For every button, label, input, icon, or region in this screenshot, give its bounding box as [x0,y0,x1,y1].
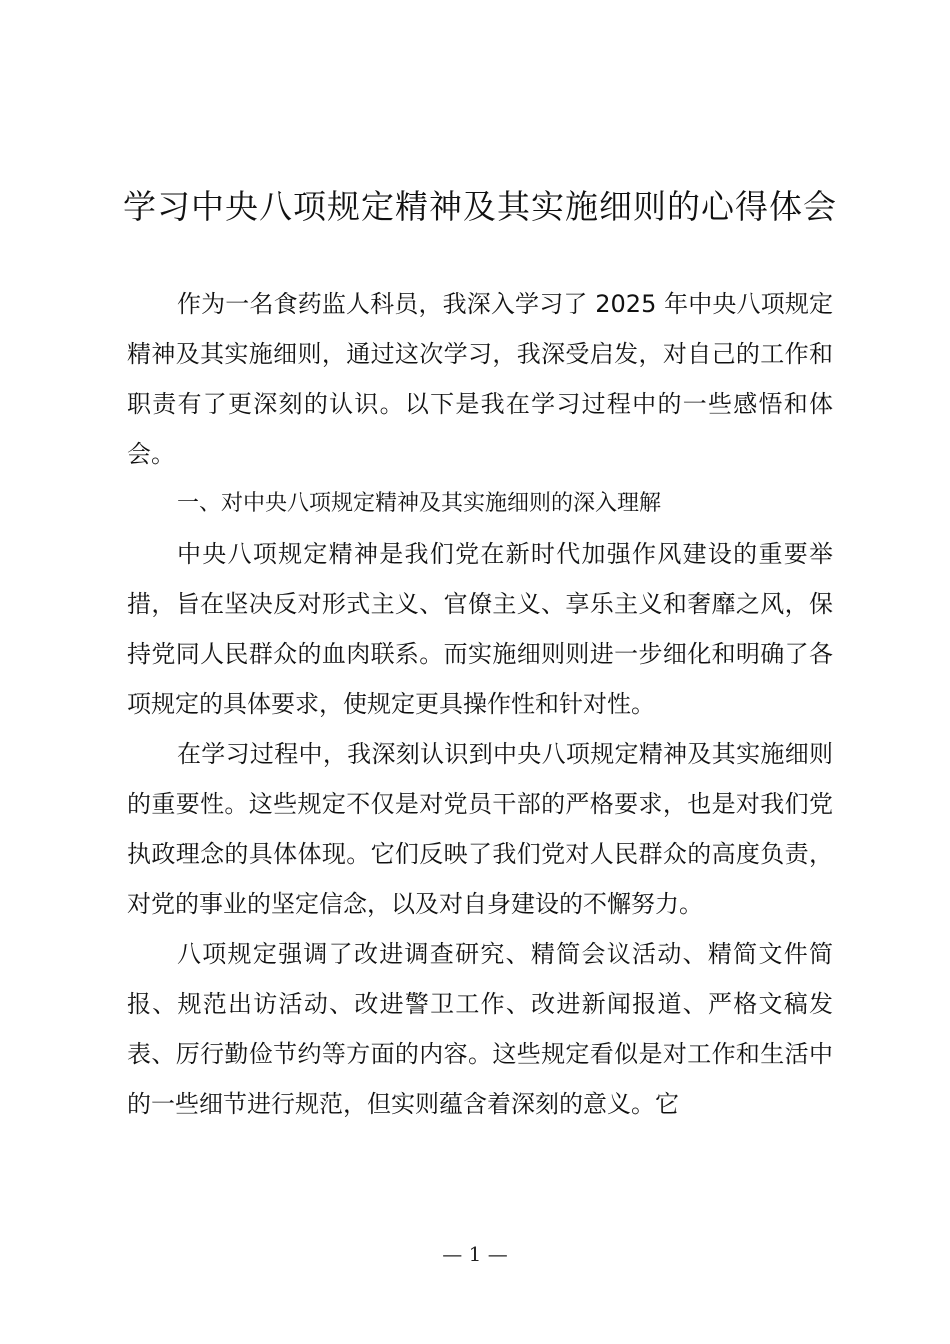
paragraph-intro: 作为一名食药监人科员，我深入学习了 2025 年中央八项规定精神及其实施细则，通过这次学习，我深受启发，对自己的工作和职责有了更深刻的认识。以下是我在学习过程中的一些感悟和体会。 [127,290,833,468]
section-heading-1: 一、对中央八项规定精神及其实施细则的深入理解 [177,491,662,516]
page-number: — 1 — [442,1242,508,1266]
paragraph-importance: 在学习过程中，我深刻认识到中央八项规定精神及其实施细则的重要性。这些规定不仅是对党员干部的严格要求，也是对我们党执政理念的具体体现。它们反映了我们党对人民群众的高度负责，对党的事业的坚定信念，以及对自身建设的不懈努力。 [127,740,833,918]
document-body [127,279,833,1129]
paragraph-eight-rules: 八项规定强调了改进调查研究、精简会议活动、精简文件简报、规范出访活动、改进警卫工作、改进新闻报道、严格文稿发表、厉行勤俭节约等方面的内容。这些规定看似是对工作和生活中的一些细节进行规范，但实则蕴含着深刻的意义。它 [127,940,833,1118]
document-title: 学习中央八项规定精神及其实施细则的心得体会 [123,187,837,226]
paragraph-understanding: 中央八项规定精神是我们党在新时代加强作风建设的重要举措，旨在坚决反对形式主义、官僚主义、享乐主义和奢靡之风，保持党同人民群众的血肉联系。而实施细则则进一步细化和明确了各项规定的具体要求，使规定更具操作性和针对性。 [127,540,833,718]
